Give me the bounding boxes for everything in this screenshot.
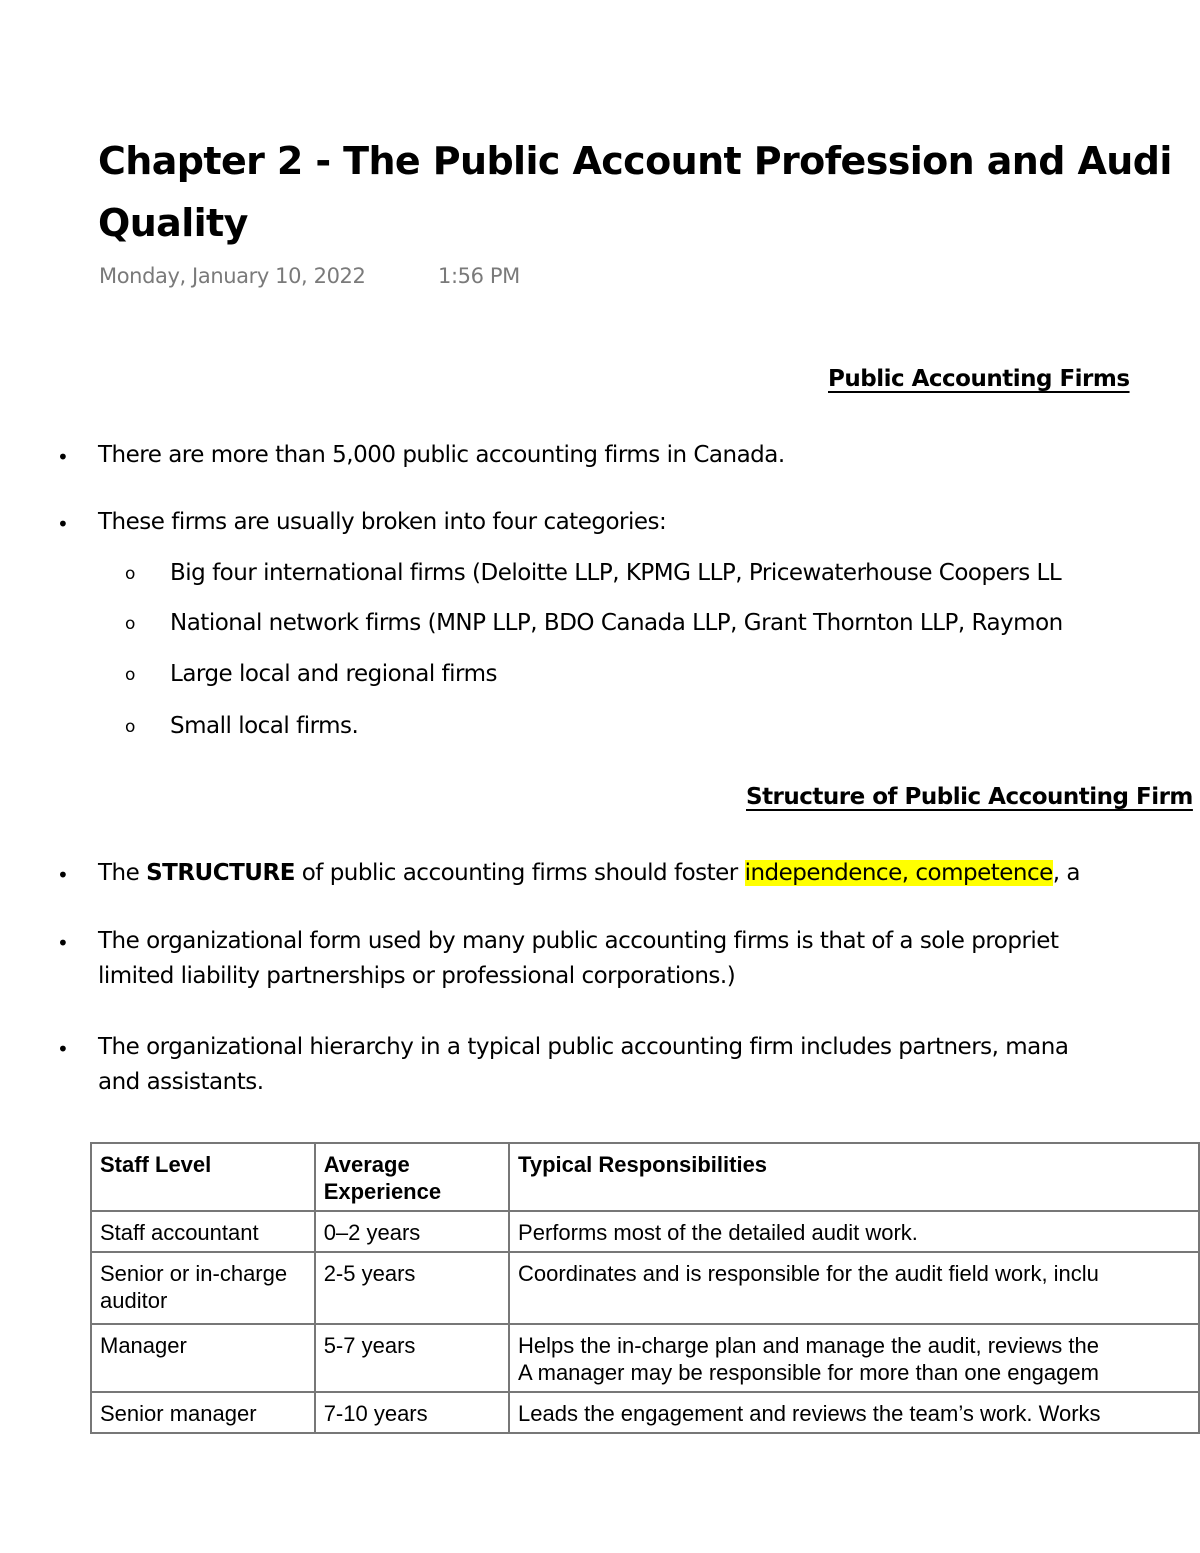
table-cell: 0–2 years <box>315 1211 509 1252</box>
sub-bullet-text: Large local and regional firms <box>170 661 497 687</box>
bold-term: STRUCTURE <box>146 860 295 886</box>
sub-bullet-text: Small local firms. <box>170 713 359 739</box>
bullet-text: These firms are usually broken into four categories: <box>98 509 667 535</box>
table-cell: 2-5 years <box>315 1252 509 1324</box>
table-cell: Senior manager <box>91 1392 315 1433</box>
table-cell: Manager <box>91 1324 315 1392</box>
page-title <box>98 130 1172 254</box>
highlighted-text: independence, competence <box>744 860 1053 886</box>
sub-bullet-text: National network firms (MNP LLP, BDO Canada LLP, Grant Thornton LLP, Raymon <box>170 610 1063 636</box>
text-run: The <box>98 860 147 886</box>
bullet-text: There are more than 5,000 public accounting firms in Canada. <box>98 442 785 468</box>
table-cell: 7-10 years <box>315 1392 509 1433</box>
page-title-line-2: Quality <box>98 201 248 245</box>
bullet-glyph: • <box>57 1037 69 1061</box>
table-header-cell: Average Experience <box>315 1143 509 1211</box>
text-run: , a <box>1052 860 1080 886</box>
bullet-glyph: • <box>57 445 69 469</box>
page-time: 1:56 PM <box>438 264 520 288</box>
text-line: The organizational hierarchy in a typical public accounting firm includes partners, mana <box>98 1034 1069 1060</box>
sub-bullet-glyph: o <box>125 665 135 685</box>
page-title-line-1: Chapter 2 - The Public Account Profession and Audi <box>98 139 1172 183</box>
table-row <box>91 1324 1199 1392</box>
page-date: Monday, January 10, 2022 <box>99 264 366 288</box>
text-line: limited liability partnerships or professional corporations.) <box>98 963 736 989</box>
sub-bullet-text: Big four international firms (Deloitte LLP, KPMG LLP, Pricewaterhouse Coopers LL <box>170 560 1062 586</box>
bullet-text <box>98 1030 1068 1100</box>
bullet-text <box>98 924 1058 994</box>
bullet-glyph: • <box>57 931 69 955</box>
section-heading-public-accounting-firms: Public Accounting Firms <box>828 366 1130 392</box>
table-row <box>91 1392 1199 1433</box>
sub-bullet-glyph: o <box>125 614 135 634</box>
table-cell: 5-7 years <box>315 1324 509 1392</box>
table-cell: Senior or in-charge auditor <box>91 1252 315 1324</box>
table-cell: Performs most of the detailed audit work. <box>509 1211 1199 1252</box>
table-header-row <box>91 1143 1199 1211</box>
bullet-glyph: • <box>57 512 69 536</box>
staff-level-table <box>90 1142 1200 1434</box>
table-cell: Coordinates and is responsible for the audit field work, inclu <box>509 1252 1199 1324</box>
table-cell: Helps the in-charge plan and manage the audit, reviews the A manager may be responsible for more than one engagem <box>509 1324 1199 1392</box>
table-cell: Leads the engagement and reviews the team’s work. Works <box>509 1392 1199 1433</box>
table-header-cell: Staff Level <box>91 1143 315 1211</box>
table-cell: Staff accountant <box>91 1211 315 1252</box>
bullet-text-structure <box>98 856 1080 891</box>
text-line: The organizational form used by many public accounting firms is that of a sole propriet <box>98 928 1059 954</box>
table-row <box>91 1211 1199 1252</box>
bullet-glyph: • <box>57 863 69 887</box>
text-run: of public accounting firms should foster <box>294 860 745 886</box>
sub-bullet-glyph: o <box>125 564 135 584</box>
text-line: and assistants. <box>98 1069 264 1095</box>
section-heading-structure: Structure of Public Accounting Firm <box>746 784 1193 810</box>
table-header-cell: Typical Responsibilities <box>509 1143 1199 1211</box>
table-row <box>91 1252 1199 1324</box>
sub-bullet-glyph: o <box>125 717 135 737</box>
